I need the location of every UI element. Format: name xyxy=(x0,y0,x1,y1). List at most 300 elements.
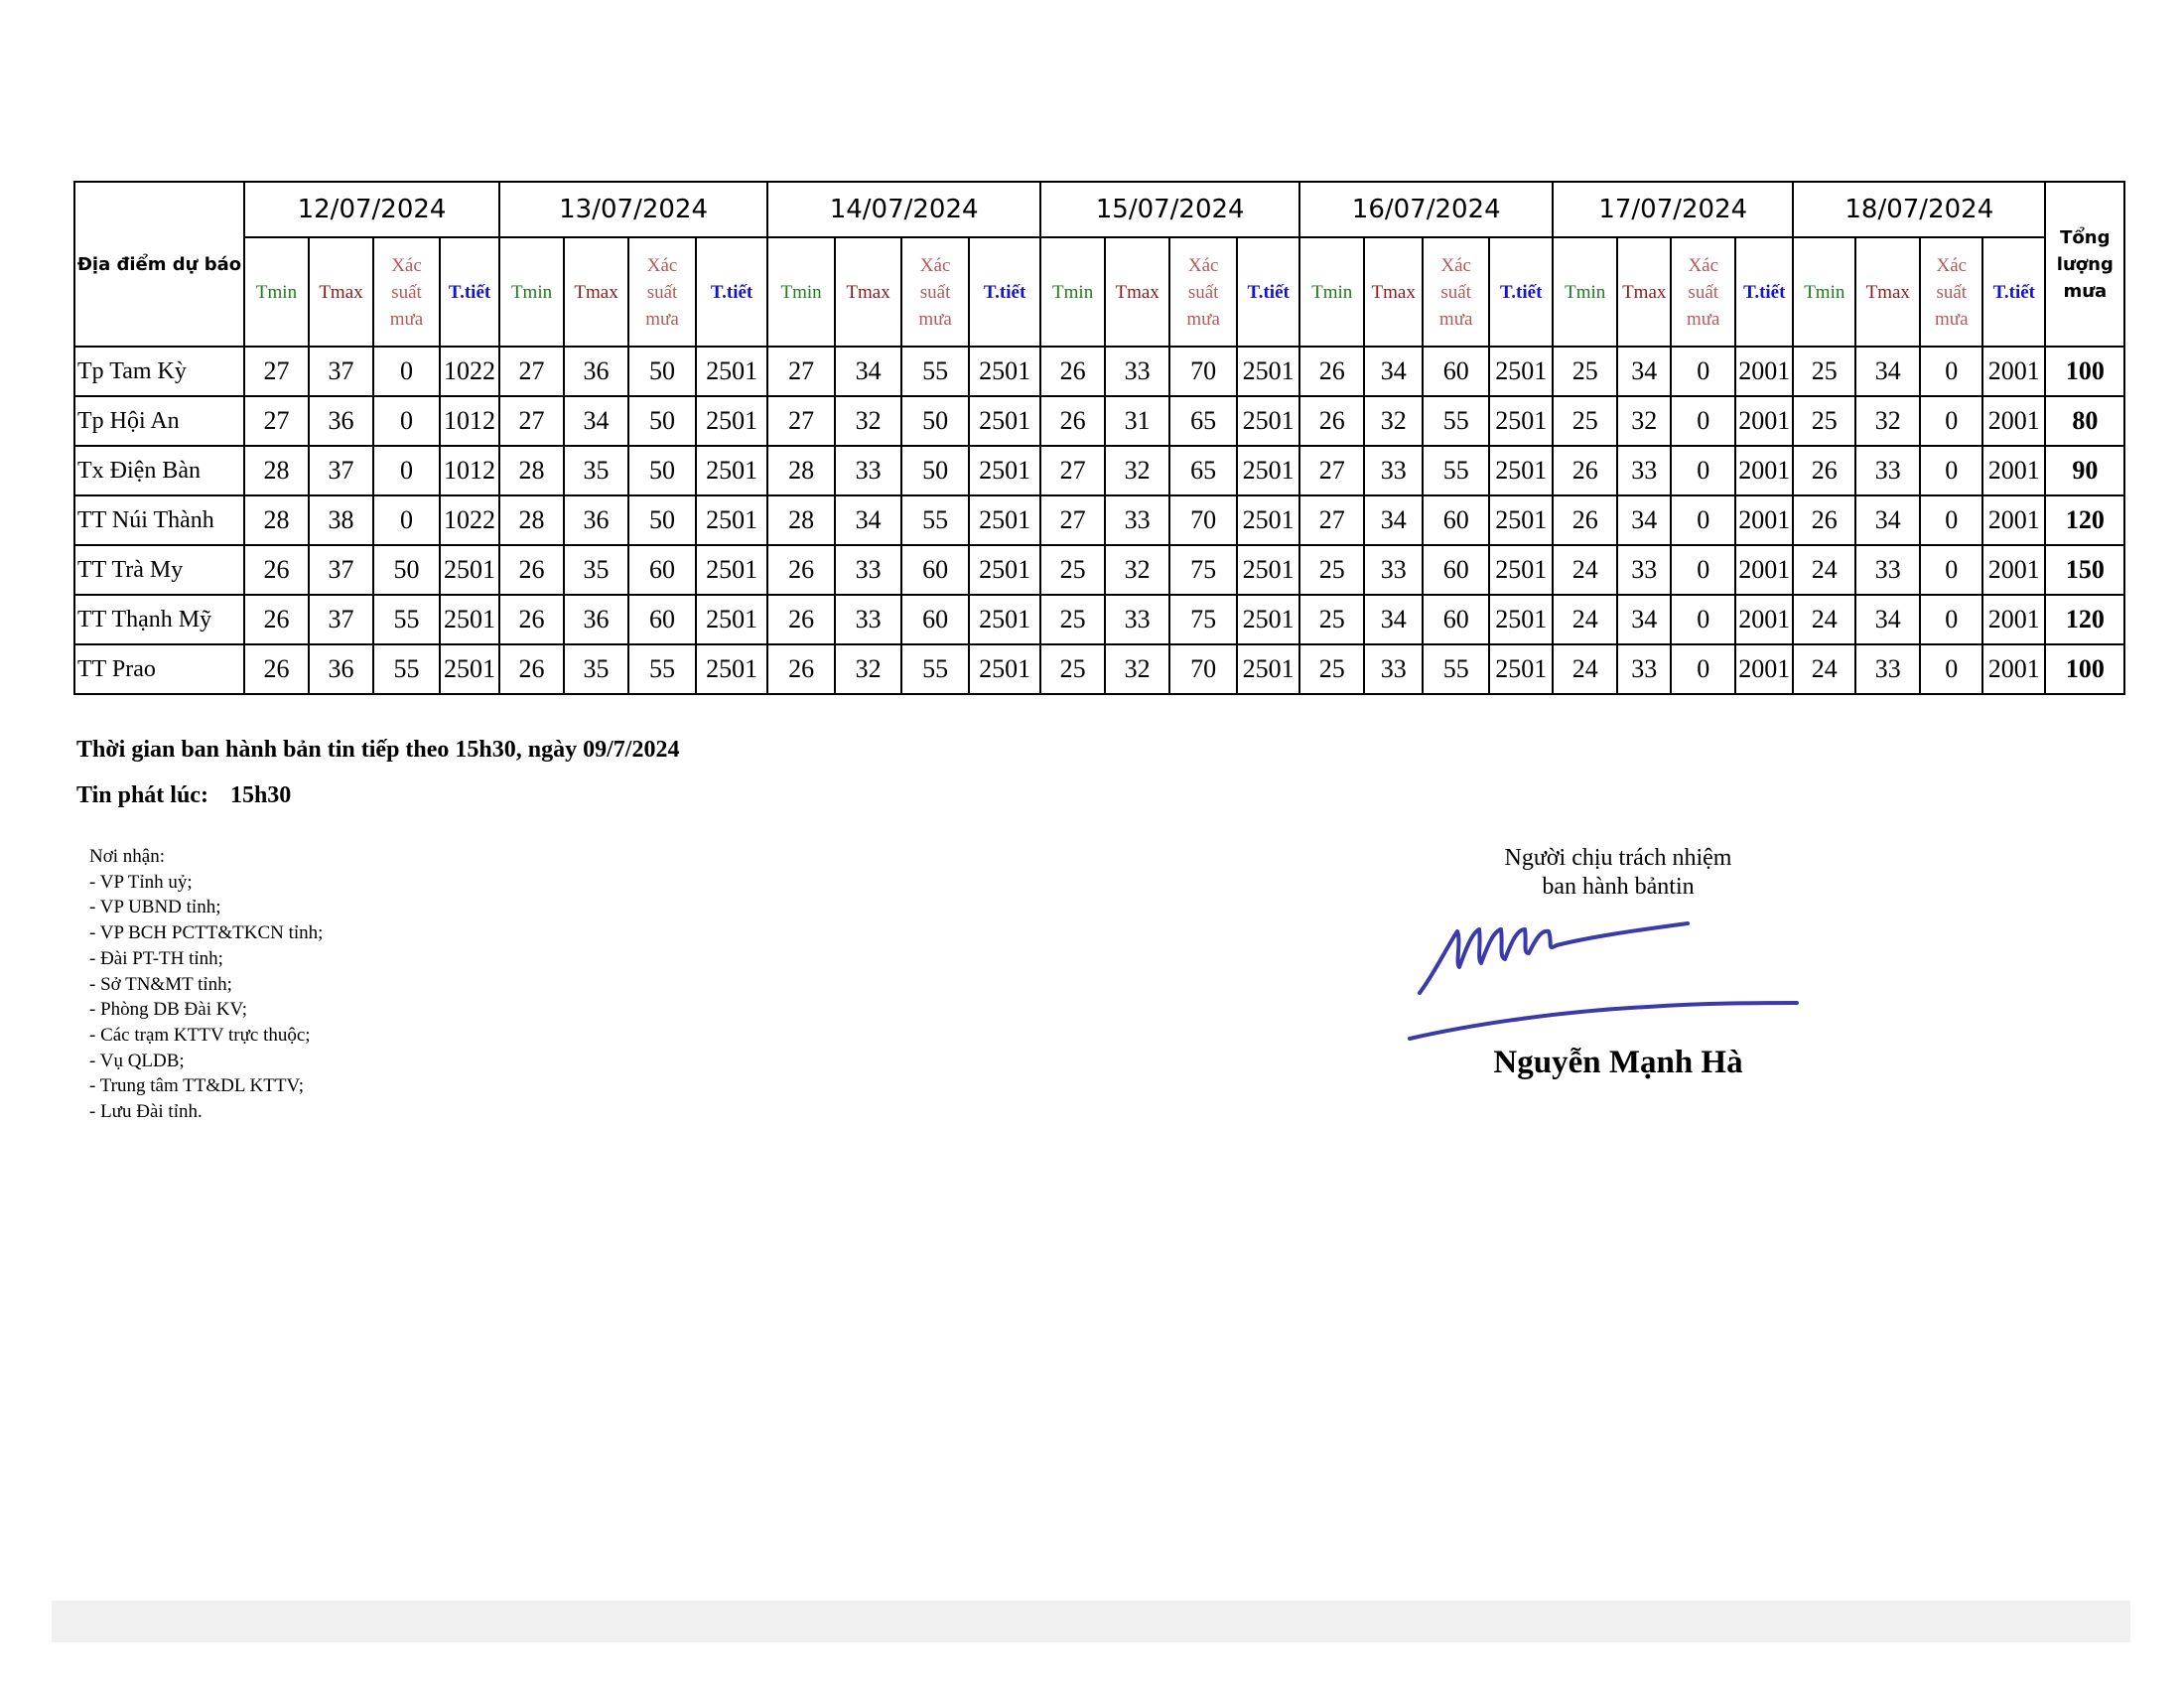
weather-code-cell: 2001 xyxy=(1735,347,1793,396)
tmin-cell: 26 xyxy=(244,595,309,644)
tmax-header: Tmax xyxy=(564,237,628,347)
tmax-cell: 34 xyxy=(1617,595,1671,644)
location-cell: TT Thạnh Mỹ xyxy=(74,595,244,644)
tmin-cell: 24 xyxy=(1553,545,1617,595)
rain-header-line: mưa xyxy=(645,308,679,330)
tmin-cell: 26 xyxy=(1553,446,1617,495)
weather-code-header: T.tiết xyxy=(696,237,767,347)
weather-code-cell: 2501 xyxy=(696,545,767,595)
tmin-cell: 27 xyxy=(1299,495,1364,545)
rain-probability-cell: 50 xyxy=(628,347,696,396)
tmax-cell: 33 xyxy=(1617,545,1671,595)
rain-probability-cell: 55 xyxy=(1423,396,1489,446)
rain-probability-cell: 55 xyxy=(373,595,440,644)
rain-header-line: mưa xyxy=(389,308,424,330)
date-header: 18/07/2024 xyxy=(1793,182,2045,237)
weather-code-cell: 2501 xyxy=(696,595,767,644)
rain-probability-cell: 50 xyxy=(373,545,440,595)
weather-code-cell: 2501 xyxy=(969,446,1040,495)
rain-probability-cell: 0 xyxy=(1671,495,1735,545)
rain-probability-cell: 75 xyxy=(1169,595,1237,644)
footer-band xyxy=(52,1601,2130,1642)
tmin-cell: 26 xyxy=(767,644,835,694)
tmax-header: Tmax xyxy=(1105,237,1169,347)
tmax-cell: 32 xyxy=(1855,396,1920,446)
weather-code-header: T.tiết xyxy=(1735,237,1793,347)
tmax-cell: 32 xyxy=(1364,396,1423,446)
tmin-cell: 26 xyxy=(767,595,835,644)
signer-name: Nguyễn Mạnh Hà xyxy=(1493,1045,1743,1080)
rain-probability-cell: 70 xyxy=(1169,347,1237,396)
tmax-header: Tmax xyxy=(1364,237,1423,347)
tmax-cell: 34 xyxy=(1855,495,1920,545)
tmin-cell: 25 xyxy=(1553,347,1617,396)
total-rain-cell: 150 xyxy=(2045,545,2124,595)
recipient-item: - VP BCH PCTT&TKCN tỉnh; xyxy=(89,922,324,944)
weather-code-cell: 2501 xyxy=(440,595,499,644)
rain-probability-cell: 55 xyxy=(1423,446,1489,495)
tmin-cell: 28 xyxy=(767,446,835,495)
weather-code-cell: 2501 xyxy=(1237,347,1299,396)
table-row xyxy=(74,545,2124,595)
tmax-cell: 35 xyxy=(564,644,628,694)
tmax-header: Tmax xyxy=(1617,237,1671,347)
weather-code-cell: 2001 xyxy=(1982,347,2045,396)
location-cell: Tx Điện Bàn xyxy=(74,446,244,495)
weather-code-cell: 2001 xyxy=(1735,545,1793,595)
rain-probability-cell: 0 xyxy=(1920,644,1982,694)
rain-probability-cell: 55 xyxy=(373,644,440,694)
tmax-cell: 35 xyxy=(564,545,628,595)
rain-probability-cell: 60 xyxy=(1423,495,1489,545)
tmin-cell: 27 xyxy=(499,347,564,396)
total-rain-cell: 90 xyxy=(2045,446,2124,495)
rain-header-line: suất xyxy=(1187,281,1219,303)
tmax-cell: 33 xyxy=(1855,446,1920,495)
rain-probability-cell: 70 xyxy=(1169,495,1237,545)
tmax-cell: 33 xyxy=(1855,644,1920,694)
rain-probability-cell: 0 xyxy=(1671,446,1735,495)
rain-probability-header xyxy=(373,237,440,347)
tmax-cell: 36 xyxy=(564,347,628,396)
rain-probability-cell: 0 xyxy=(1671,595,1735,644)
total-header-line: lượng xyxy=(2056,253,2114,275)
weather-code-cell: 2001 xyxy=(1982,644,2045,694)
rain-header-line: mưa xyxy=(1186,308,1220,330)
tmax-cell: 36 xyxy=(309,644,373,694)
next-bulletin-notice: Thời gian ban hành bản tin tiếp theo 15h30, ngày 09/7/2024 xyxy=(76,737,680,763)
rain-probability-cell: 75 xyxy=(1169,545,1237,595)
rain-probability-header xyxy=(1169,237,1237,347)
recipient-item: - Lưu Đài tỉnh. xyxy=(89,1101,203,1123)
weather-code-header: T.tiết xyxy=(969,237,1040,347)
tmin-cell: 28 xyxy=(499,495,564,545)
rain-header-line: suất xyxy=(919,281,951,303)
weather-code-cell: 2001 xyxy=(1735,495,1793,545)
weather-code-cell: 2001 xyxy=(1735,446,1793,495)
tmin-header: Tmin xyxy=(1040,237,1105,347)
tmax-cell: 31 xyxy=(1105,396,1169,446)
tmin-cell: 26 xyxy=(1040,347,1105,396)
tmin-header: Tmin xyxy=(767,237,835,347)
weather-code-cell: 2501 xyxy=(1237,545,1299,595)
tmax-cell: 33 xyxy=(1105,495,1169,545)
tmin-cell: 27 xyxy=(1299,446,1364,495)
tmax-cell: 34 xyxy=(1364,347,1423,396)
handwritten-signature xyxy=(1390,902,1846,1041)
rain-probability-header xyxy=(1423,237,1489,347)
tmin-cell: 26 xyxy=(1793,446,1855,495)
tmin-cell: 26 xyxy=(1299,347,1364,396)
rain-probability-cell: 70 xyxy=(1169,644,1237,694)
tmax-cell: 36 xyxy=(309,396,373,446)
location-cell: Tp Tam Kỳ xyxy=(74,347,244,396)
tmax-cell: 33 xyxy=(835,545,901,595)
date-header: 15/07/2024 xyxy=(1040,182,1299,237)
weather-code-cell: 2501 xyxy=(696,446,767,495)
tmax-cell: 34 xyxy=(564,396,628,446)
weather-code-cell: 2501 xyxy=(1489,495,1553,545)
date-header: 13/07/2024 xyxy=(499,182,767,237)
rain-probability-cell: 0 xyxy=(1671,347,1735,396)
tmax-cell: 32 xyxy=(1617,396,1671,446)
tmin-cell: 26 xyxy=(1553,495,1617,545)
tmin-cell: 27 xyxy=(1040,495,1105,545)
tmax-cell: 37 xyxy=(309,595,373,644)
tmax-cell: 33 xyxy=(1105,595,1169,644)
rain-probability-cell: 0 xyxy=(1920,446,1982,495)
tmin-cell: 24 xyxy=(1553,644,1617,694)
rain-header-line: suất xyxy=(391,281,422,303)
tmax-cell: 34 xyxy=(1855,347,1920,396)
rain-header-line: Xác xyxy=(1440,254,1471,276)
rain-probability-cell: 50 xyxy=(628,446,696,495)
total-header-line: mưa xyxy=(2063,280,2108,302)
rain-probability-cell: 60 xyxy=(901,595,969,644)
recipient-item: - Sở TN&MT tỉnh; xyxy=(89,973,232,995)
recipient-item: - Trung tâm TT&DL KTTV; xyxy=(89,1075,305,1097)
tmin-header: Tmin xyxy=(499,237,564,347)
weather-code-cell: 1012 xyxy=(440,446,499,495)
total-rain-cell: 120 xyxy=(2045,495,2124,545)
recipient-item: - Vụ QLDB; xyxy=(89,1050,185,1071)
weather-code-cell: 2001 xyxy=(1982,545,2045,595)
tmax-cell: 33 xyxy=(1364,644,1423,694)
recipient-item: - Các trạm KTTV trực thuộc; xyxy=(89,1024,311,1046)
rain-probability-cell: 0 xyxy=(373,347,440,396)
tmin-cell: 25 xyxy=(1040,644,1105,694)
tmax-cell: 34 xyxy=(1617,347,1671,396)
rain-header-line: Xác xyxy=(391,254,422,276)
tmin-cell: 26 xyxy=(499,545,564,595)
weather-code-cell: 2501 xyxy=(969,396,1040,446)
tmin-cell: 25 xyxy=(1040,595,1105,644)
rain-probability-cell: 0 xyxy=(373,446,440,495)
rain-header-line: suất xyxy=(1688,281,1719,303)
tmin-cell: 27 xyxy=(767,396,835,446)
rain-probability-cell: 55 xyxy=(628,644,696,694)
weather-code-cell: 2501 xyxy=(1237,396,1299,446)
tmin-cell: 28 xyxy=(244,495,309,545)
location-cell: Tp Hội An xyxy=(74,396,244,446)
weather-code-cell: 2501 xyxy=(1489,396,1553,446)
weather-code-header: T.tiết xyxy=(1237,237,1299,347)
tmin-cell: 27 xyxy=(244,347,309,396)
weather-code-cell: 2501 xyxy=(1489,446,1553,495)
date-header: 14/07/2024 xyxy=(767,182,1040,237)
rain-probability-cell: 60 xyxy=(628,545,696,595)
tmin-cell: 25 xyxy=(1299,644,1364,694)
tmax-cell: 33 xyxy=(1617,446,1671,495)
rain-probability-cell: 0 xyxy=(1920,545,1982,595)
weather-code-cell: 2001 xyxy=(1735,396,1793,446)
recipients-list xyxy=(89,844,323,1125)
total-rain-header xyxy=(2045,182,2124,347)
signer-title-line2: ban hành bảntin xyxy=(1542,874,1695,900)
tmax-cell: 36 xyxy=(564,595,628,644)
issued-time xyxy=(76,782,291,809)
rain-header-line: Xác xyxy=(1688,254,1719,276)
tmax-cell: 33 xyxy=(1617,644,1671,694)
rain-header-line: mưa xyxy=(1686,308,1720,330)
rain-probability-cell: 65 xyxy=(1169,446,1237,495)
tmax-cell: 34 xyxy=(1617,495,1671,545)
rain-header-line: Xác xyxy=(1936,254,1968,276)
rain-probability-cell: 55 xyxy=(901,347,969,396)
table-row xyxy=(74,595,2124,644)
rain-probability-cell: 0 xyxy=(1920,595,1982,644)
location-cell: TT Núi Thành xyxy=(74,495,244,545)
tmax-cell: 32 xyxy=(1105,545,1169,595)
tmin-cell: 26 xyxy=(244,644,309,694)
weather-code-cell: 2001 xyxy=(1982,595,2045,644)
tmax-cell: 33 xyxy=(1364,545,1423,595)
table-row xyxy=(74,347,2124,396)
weather-code-cell: 2501 xyxy=(1237,644,1299,694)
tmax-cell: 34 xyxy=(1364,595,1423,644)
rain-probability-cell: 50 xyxy=(901,446,969,495)
tmax-cell: 32 xyxy=(1105,446,1169,495)
tmin-cell: 27 xyxy=(499,396,564,446)
rain-probability-cell: 55 xyxy=(1423,644,1489,694)
tmin-cell: 26 xyxy=(1040,396,1105,446)
issued-time-value: 15h30 xyxy=(229,782,292,808)
weather-code-cell: 2001 xyxy=(1982,446,2045,495)
tmin-cell: 25 xyxy=(1299,545,1364,595)
rain-probability-cell: 50 xyxy=(628,396,696,446)
tmin-cell: 26 xyxy=(499,644,564,694)
recipients-title: Nơi nhận: xyxy=(89,846,166,867)
tmax-header: Tmax xyxy=(1855,237,1920,347)
weather-code-cell: 2501 xyxy=(696,347,767,396)
weather-code-cell: 2501 xyxy=(1237,495,1299,545)
total-rain-cell: 100 xyxy=(2045,644,2124,694)
recipient-item: - VP Tỉnh uỷ; xyxy=(89,871,193,893)
weather-code-cell: 2001 xyxy=(1982,396,2045,446)
tmin-header: Tmin xyxy=(244,237,309,347)
signer-title-line1: Người chịu trách nhiệm xyxy=(1504,845,1732,871)
weather-code-cell: 2001 xyxy=(1982,495,2045,545)
signer-title xyxy=(1390,844,1846,902)
weather-code-header: T.tiết xyxy=(1489,237,1553,347)
tmin-cell: 26 xyxy=(1793,495,1855,545)
weather-code-cell: 1012 xyxy=(440,396,499,446)
tmin-cell: 28 xyxy=(767,495,835,545)
rain-probability-cell: 50 xyxy=(628,495,696,545)
weather-code-cell: 2501 xyxy=(696,644,767,694)
rain-probability-cell: 60 xyxy=(1423,347,1489,396)
rain-probability-cell: 50 xyxy=(901,396,969,446)
weather-code-cell: 2501 xyxy=(969,545,1040,595)
rain-header-line: suất xyxy=(646,281,678,303)
rain-probability-cell: 0 xyxy=(1920,347,1982,396)
tmax-cell: 33 xyxy=(835,595,901,644)
rain-probability-header xyxy=(628,237,696,347)
weather-code-cell: 2501 xyxy=(1489,644,1553,694)
date-header: 16/07/2024 xyxy=(1299,182,1553,237)
location-cell: TT Prao xyxy=(74,644,244,694)
tmax-cell: 33 xyxy=(835,446,901,495)
tmin-cell: 26 xyxy=(244,545,309,595)
tmax-cell: 35 xyxy=(564,446,628,495)
rain-probability-cell: 0 xyxy=(373,396,440,446)
tmin-header: Tmin xyxy=(1299,237,1364,347)
tmax-cell: 34 xyxy=(835,495,901,545)
tmin-cell: 26 xyxy=(499,595,564,644)
tmin-cell: 27 xyxy=(767,347,835,396)
weather-code-cell: 2501 xyxy=(1237,595,1299,644)
tmin-cell: 24 xyxy=(1793,595,1855,644)
tmax-cell: 38 xyxy=(309,495,373,545)
total-rain-cell: 100 xyxy=(2045,347,2124,396)
rain-probability-header xyxy=(1671,237,1735,347)
rain-probability-cell: 0 xyxy=(1671,396,1735,446)
rain-probability-cell: 0 xyxy=(1920,396,1982,446)
rain-probability-cell: 60 xyxy=(628,595,696,644)
tmin-cell: 27 xyxy=(244,396,309,446)
recipient-item: - Đài PT-TH tỉnh; xyxy=(89,947,223,969)
weather-code-header: T.tiết xyxy=(440,237,499,347)
location-cell: TT Trà My xyxy=(74,545,244,595)
weather-code-cell: 2501 xyxy=(1237,446,1299,495)
weather-code-cell: 2501 xyxy=(1489,595,1553,644)
tmax-cell: 32 xyxy=(835,644,901,694)
total-rain-cell: 80 xyxy=(2045,396,2124,446)
rain-probability-cell: 55 xyxy=(901,495,969,545)
weather-code-cell: 2501 xyxy=(440,644,499,694)
weather-code-cell: 2501 xyxy=(969,595,1040,644)
tmax-header: Tmax xyxy=(835,237,901,347)
forecast-table xyxy=(73,181,2125,695)
tmin-cell: 25 xyxy=(1793,347,1855,396)
rain-probability-cell: 65 xyxy=(1169,396,1237,446)
weather-code-cell: 2501 xyxy=(696,396,767,446)
rain-header-line: suất xyxy=(1440,281,1471,303)
date-header: 17/07/2024 xyxy=(1553,182,1793,237)
tmax-cell: 34 xyxy=(1855,595,1920,644)
rain-probability-cell: 60 xyxy=(901,545,969,595)
issued-label: Tin phát lúc: xyxy=(76,782,208,808)
tmax-cell: 32 xyxy=(835,396,901,446)
weather-code-cell: 2501 xyxy=(969,347,1040,396)
recipient-item: - Phòng DB Đài KV; xyxy=(89,999,248,1021)
weather-code-cell: 2501 xyxy=(440,545,499,595)
weather-code-cell: 2501 xyxy=(969,495,1040,545)
total-rain-cell: 120 xyxy=(2045,595,2124,644)
tmin-cell: 28 xyxy=(499,446,564,495)
rain-probability-cell: 60 xyxy=(1423,545,1489,595)
tmin-cell: 25 xyxy=(1040,545,1105,595)
rain-probability-cell: 0 xyxy=(373,495,440,545)
date-header: 12/07/2024 xyxy=(244,182,499,237)
signature-block xyxy=(1390,844,1846,1081)
rain-probability-header xyxy=(1920,237,1982,347)
tmin-cell: 24 xyxy=(1553,595,1617,644)
weather-code-cell: 1022 xyxy=(440,495,499,545)
tmax-header: Tmax xyxy=(309,237,373,347)
weather-code-cell: 2501 xyxy=(696,495,767,545)
tmax-cell: 33 xyxy=(1105,347,1169,396)
rain-header-line: mưa xyxy=(1935,308,1969,330)
recipient-item: - VP UBND tỉnh; xyxy=(89,897,221,918)
tmax-cell: 34 xyxy=(1364,495,1423,545)
tmin-cell: 25 xyxy=(1299,595,1364,644)
rain-probability-header xyxy=(901,237,969,347)
tmax-cell: 37 xyxy=(309,446,373,495)
weather-code-cell: 2001 xyxy=(1735,644,1793,694)
tmin-cell: 26 xyxy=(767,545,835,595)
rain-header-line: Xác xyxy=(1187,254,1219,276)
tmax-cell: 34 xyxy=(835,347,901,396)
tmin-cell: 27 xyxy=(1040,446,1105,495)
rain-probability-cell: 55 xyxy=(901,644,969,694)
tmin-cell: 24 xyxy=(1793,545,1855,595)
tmax-cell: 37 xyxy=(309,347,373,396)
tmin-cell: 28 xyxy=(244,446,309,495)
rain-header-line: mưa xyxy=(918,308,952,330)
rain-header-line: suất xyxy=(1936,281,1968,303)
weather-code-cell: 2001 xyxy=(1735,595,1793,644)
tmax-cell: 33 xyxy=(1855,545,1920,595)
tmin-cell: 25 xyxy=(1793,396,1855,446)
weather-code-cell: 2501 xyxy=(969,644,1040,694)
weather-code-cell: 1022 xyxy=(440,347,499,396)
tmin-cell: 25 xyxy=(1553,396,1617,446)
tmax-cell: 33 xyxy=(1364,446,1423,495)
table-row xyxy=(74,644,2124,694)
weather-code-cell: 2501 xyxy=(1489,347,1553,396)
tmax-cell: 32 xyxy=(1105,644,1169,694)
tmin-header: Tmin xyxy=(1553,237,1617,347)
rain-probability-cell: 0 xyxy=(1671,545,1735,595)
tmax-cell: 36 xyxy=(564,495,628,545)
rain-header-line: Xác xyxy=(646,254,678,276)
rain-probability-cell: 60 xyxy=(1423,595,1489,644)
weather-code-cell: 2501 xyxy=(1489,545,1553,595)
rain-probability-cell: 0 xyxy=(1920,495,1982,545)
table-row xyxy=(74,495,2124,545)
tmin-cell: 26 xyxy=(1299,396,1364,446)
rain-header-line: Xác xyxy=(919,254,951,276)
table-row xyxy=(74,396,2124,446)
rain-header-line: mưa xyxy=(1438,308,1473,330)
location-header: Địa điểm dự báo xyxy=(74,182,244,347)
tmin-cell: 24 xyxy=(1793,644,1855,694)
rain-probability-cell: 0 xyxy=(1671,644,1735,694)
tmin-header: Tmin xyxy=(1793,237,1855,347)
table-row xyxy=(74,446,2124,495)
total-header-line: Tổng xyxy=(2060,226,2111,248)
